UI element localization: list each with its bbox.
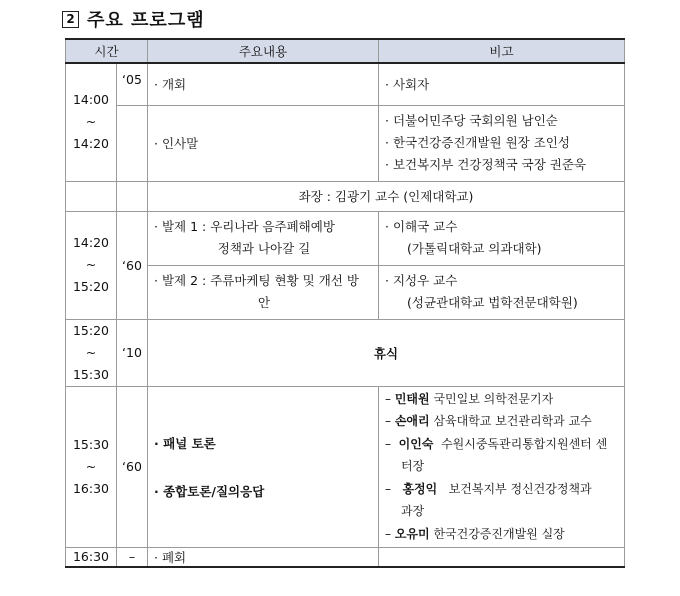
greeting-speaker: · 보건복지부 건강정책국 국장 권준욱: [385, 154, 620, 176]
panelist: – 이인숙 수원시중독관리통합지원센터 센: [385, 436, 608, 451]
content-cell: [148, 547, 379, 567]
time-sep: ~: [85, 257, 97, 272]
greeting-speaker: · 더불어민주당 국회의원 남인순: [385, 110, 620, 132]
panel-list-cell: [379, 386, 625, 547]
note-cell: [379, 211, 625, 265]
table-row: [66, 386, 625, 547]
item-opening: · 개회: [154, 77, 186, 92]
break-cell: 휴식: [148, 319, 625, 386]
time-end: 15:30: [72, 366, 110, 382]
time-start: 15:20: [72, 322, 110, 338]
panelist-cont: 과장: [401, 504, 425, 519]
panelist: – 민태원 국민일보 의학전문기자: [385, 391, 554, 406]
table-row: [66, 547, 625, 567]
table-row: [66, 319, 625, 386]
header-notes: 비고: [379, 39, 625, 63]
presentation-1-title: · 발제 1 : 우리나라 음주폐해예방: [154, 216, 374, 238]
content-cell: [148, 105, 379, 181]
duration-cell: ‘05: [117, 63, 148, 105]
duration-cell: –: [117, 547, 148, 567]
content-cell: [148, 386, 379, 547]
chair-cell: 좌장 : 김광기 교수 (인제대학교): [148, 181, 625, 211]
note-cell: [379, 63, 625, 105]
time-end: 16:30: [72, 480, 110, 496]
time-end: 15:20: [72, 279, 110, 294]
time-sep: ~: [85, 458, 97, 474]
panelist: – 손애리 삼육대학교 보건관리학과 교수: [385, 414, 592, 429]
duration-cell: ‘10: [117, 319, 148, 386]
presentation-1-title-cont: 정책과 나아갈 길: [217, 241, 311, 256]
note-cell-empty: [379, 547, 625, 567]
greeting-speaker: · 한국건강증진개발원 원장 조인성: [385, 132, 620, 154]
program-table: [65, 38, 625, 568]
header-time: 시간: [66, 39, 148, 63]
content-cell: [148, 63, 379, 105]
presentation-2-title-cont: 안: [257, 295, 271, 310]
section-title: 주요 프로그램: [87, 10, 205, 31]
table-row: [66, 181, 625, 211]
time-start: 14:20: [72, 235, 110, 250]
header-row: [66, 39, 625, 63]
item-greetings: · 인사말: [154, 136, 198, 151]
table-row: [66, 63, 625, 105]
presenter-1-name: · 이해국 교수: [385, 216, 620, 238]
header-content: 주요내용: [148, 39, 379, 63]
note-host: · 사회자: [385, 77, 429, 92]
panelist: – 오유미 한국건강증진개발원 실장: [385, 526, 565, 541]
panelist-cont: 터장: [401, 459, 425, 474]
duration-cell: ‘60: [117, 386, 148, 547]
presentation-2-title: · 발제 2 : 주류마케팅 현황 및 개선 방: [154, 270, 374, 292]
content-cell: [148, 211, 379, 265]
time-cell: [66, 319, 117, 386]
note-cell: [379, 105, 625, 181]
panel-list: [385, 388, 620, 546]
empty-cell: [117, 181, 148, 211]
time-cell: [66, 211, 117, 319]
empty-cell: [66, 181, 117, 211]
duration-cell: ‘60: [117, 211, 148, 319]
time-cell: [66, 386, 117, 547]
table-row: [66, 105, 625, 181]
time-end: 14:20: [72, 136, 110, 152]
table-row: [66, 265, 625, 319]
presenter-2-name: · 지성우 교수: [385, 270, 620, 292]
time-sep: ~: [85, 114, 97, 130]
time-sep: ~: [85, 344, 97, 360]
duration-cell-empty: [117, 105, 148, 181]
section-heading: [62, 6, 205, 32]
item-closing: · 폐회: [154, 550, 186, 565]
time-cell: 16:30: [66, 547, 117, 567]
panelist: – 홍정익 보건복지부 정신건강정책과: [385, 481, 592, 496]
presenter-2-affiliation: (성균관대학교 법학전문대학원): [407, 295, 578, 310]
time-start: 15:30: [72, 436, 110, 452]
item-general-discussion: · 종합토론/질의응답: [154, 482, 374, 500]
item-panel-discussion: · 패널 토론: [154, 434, 374, 452]
note-cell: [379, 265, 625, 319]
presenter-1-affiliation: (가톨릭대학교 의과대학): [407, 241, 542, 256]
section-number: 2: [62, 11, 79, 28]
table-row: [66, 211, 625, 265]
time-cell: [66, 63, 117, 181]
content-cell: [148, 265, 379, 319]
time-start: 14:00: [72, 92, 110, 108]
